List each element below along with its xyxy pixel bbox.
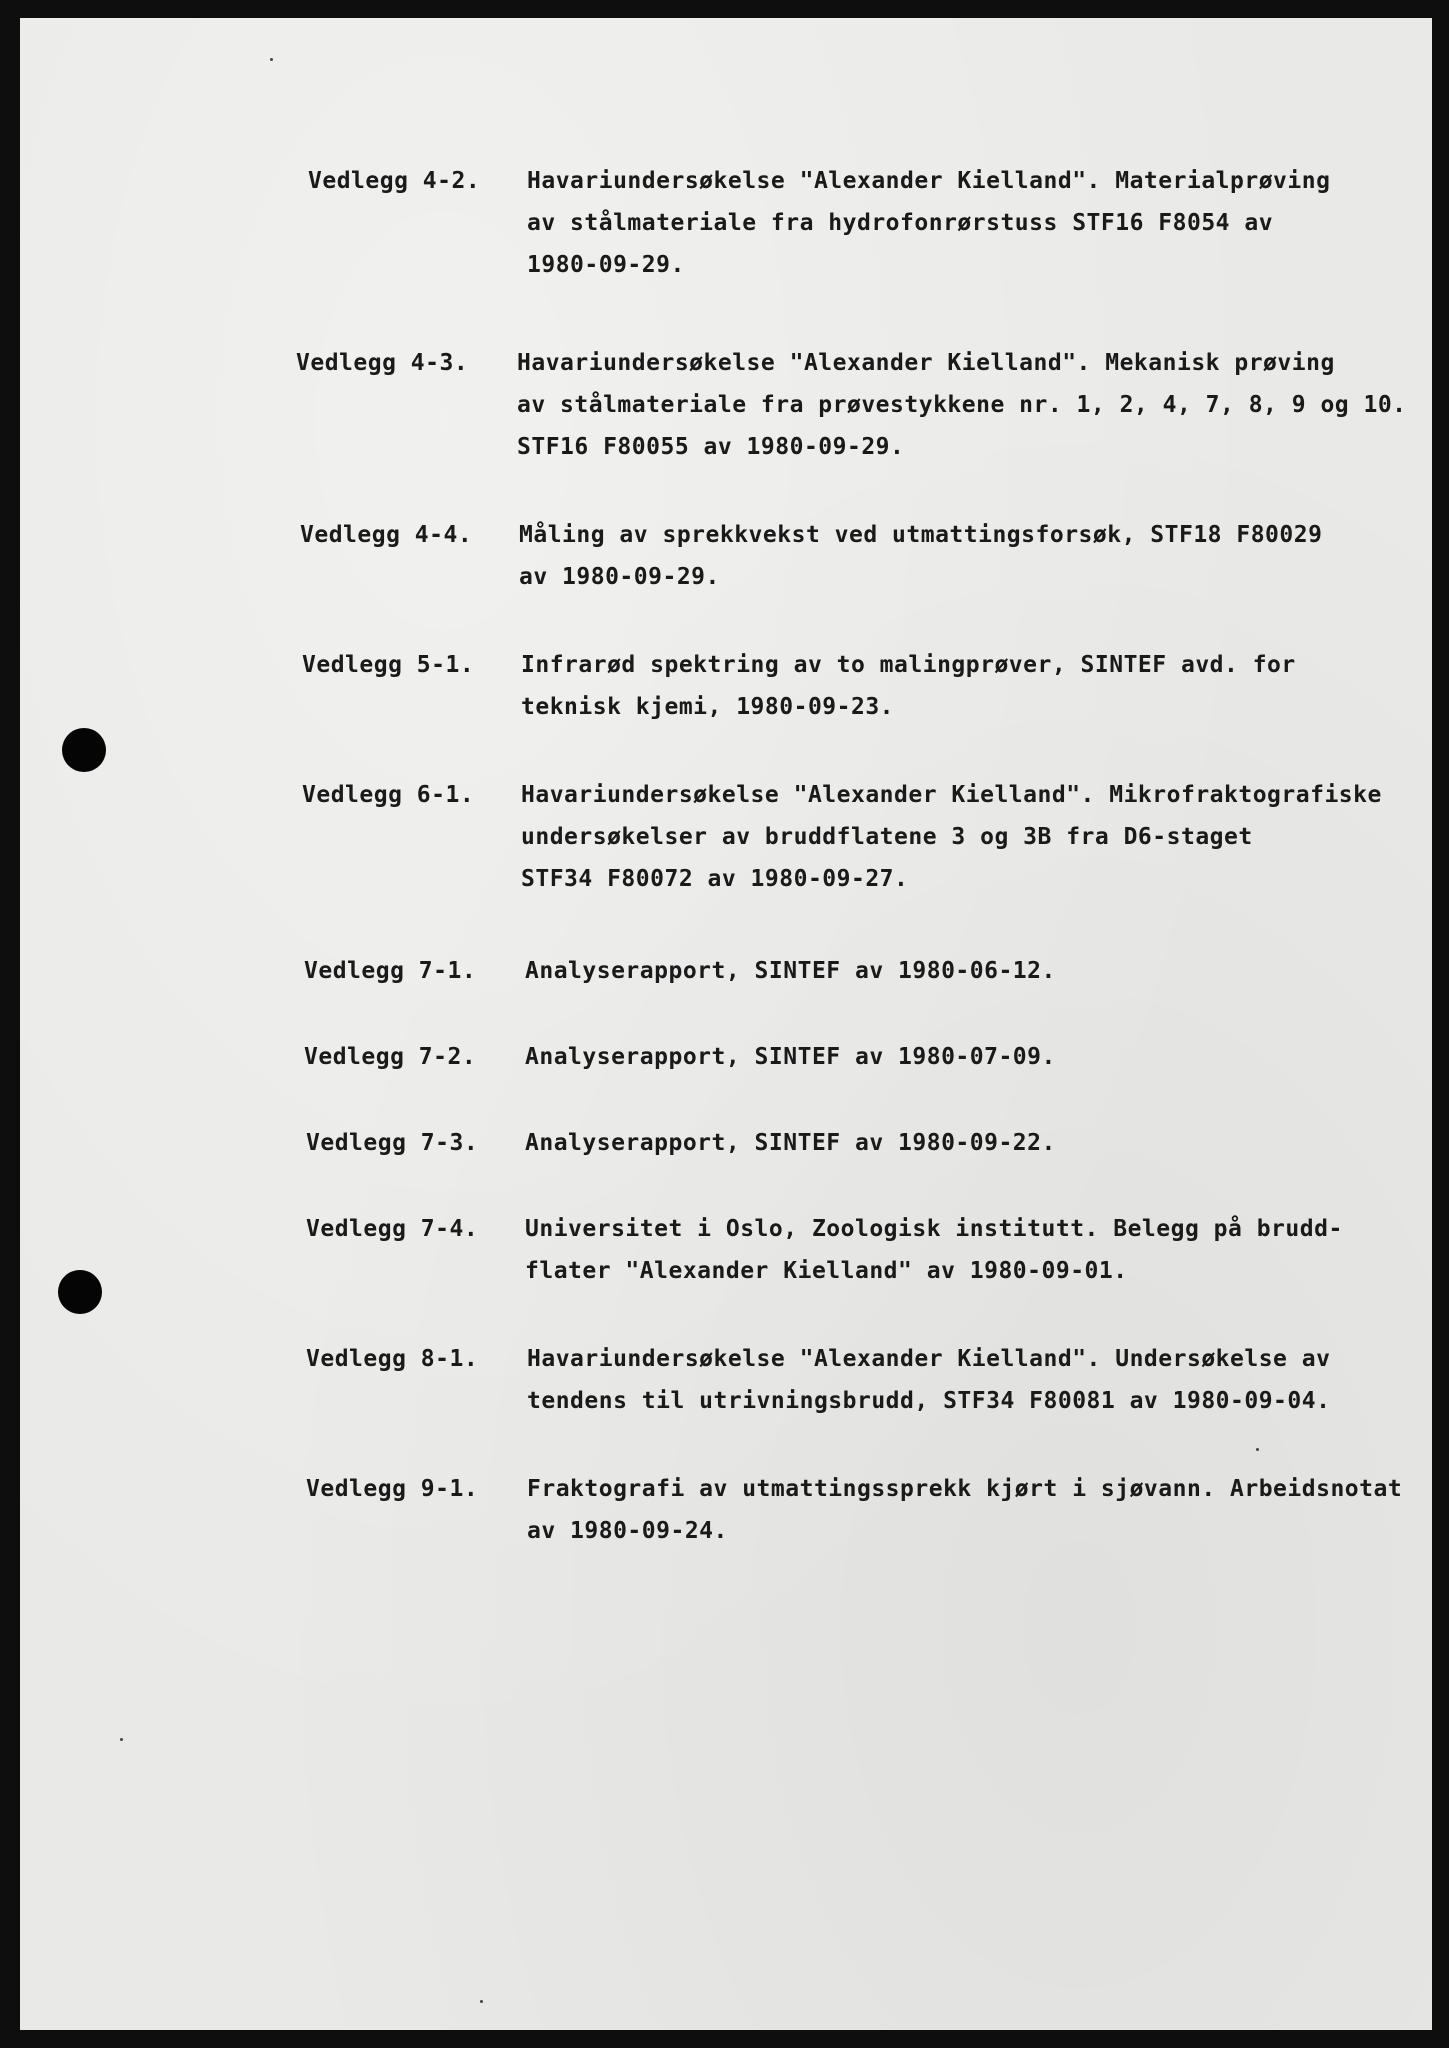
appendix-description-line: Havariundersøkelse "Alexander Kielland". Materialprøving: [527, 168, 1331, 194]
appendix-label: Vedlegg 7-3.: [306, 1130, 479, 1156]
appendix-description-line: STF16 F80055 av 1980-09-29.: [517, 434, 905, 460]
appendix-description-line: av stålmateriale fra hydrofonrørstuss STF16 F8054 av: [527, 210, 1274, 236]
scan-speck: [270, 58, 273, 61]
appendix-description-line: Havariundersøkelse "Alexander Kielland". Mikrofraktografiske: [521, 782, 1382, 808]
appendix-description-line: Analyserapport, SINTEF av 1980-07-09.: [525, 1044, 1056, 1070]
appendix-description-line: 1980-09-29.: [527, 252, 685, 278]
appendix-description-line: av 1980-09-29.: [519, 564, 720, 590]
appendix-description-line: teknisk kjemi, 1980-09-23.: [521, 694, 895, 720]
appendix-description-line: flater "Alexander Kielland" av 1980-09-01.: [525, 1258, 1128, 1284]
appendix-description-line: tendens til utrivningsbrudd, STF34 F80081 av 1980-09-04.: [527, 1388, 1331, 1414]
appendix-label: Vedlegg 5-1.: [302, 652, 475, 678]
appendix-label: Vedlegg 4-4.: [300, 522, 473, 548]
appendix-label: Vedlegg 9-1.: [306, 1476, 479, 1502]
punch-hole-lower: [58, 1270, 102, 1314]
appendix-label: Vedlegg 4-3.: [296, 350, 469, 376]
appendix-label: Vedlegg 8-1.: [306, 1346, 479, 1372]
appendix-label: Vedlegg 7-1.: [304, 958, 477, 984]
appendix-description-line: av stålmateriale fra prøvestykkene nr. 1, 2, 4, 7, 8, 9 og 10.: [517, 392, 1407, 418]
appendix-description-line: STF34 F80072 av 1980-09-27.: [521, 866, 909, 892]
appendix-description-line: av 1980-09-24.: [527, 1518, 728, 1544]
scan-speck: [1256, 1448, 1259, 1451]
appendix-label: Vedlegg 4-2.: [308, 168, 481, 194]
appendix-description-line: Havariundersøkelse "Alexander Kielland". Undersøkelse av: [527, 1346, 1331, 1372]
scan-speck: [480, 2000, 483, 2003]
appendix-description-line: Universitet i Oslo, Zoologisk institutt. Belegg på brudd-: [525, 1216, 1343, 1242]
document-page: [20, 18, 1432, 2030]
appendix-description-line: Måling av sprekkvekst ved utmattingsforsøk, STF18 F80029: [519, 522, 1323, 548]
punch-hole-upper: [62, 728, 106, 772]
appendix-label: Vedlegg 7-2.: [304, 1044, 477, 1070]
appendix-description-line: undersøkelser av bruddflatene 3 og 3B fra D6-staget: [521, 824, 1253, 850]
appendix-description-line: Havariundersøkelse "Alexander Kielland". Mekanisk prøving: [517, 350, 1335, 376]
appendix-label: Vedlegg 6-1.: [302, 782, 475, 808]
appendix-description-line: Infrarød spektring av to malingprøver, SINTEF avd. for: [521, 652, 1296, 678]
appendix-description-line: Analyserapport, SINTEF av 1980-09-22.: [525, 1130, 1056, 1156]
scan-speck: [120, 1738, 123, 1741]
appendix-label: Vedlegg 7-4.: [306, 1216, 479, 1242]
appendix-description-line: Analyserapport, SINTEF av 1980-06-12.: [525, 958, 1056, 984]
appendix-description-line: Fraktografi av utmattingssprekk kjørt i sjøvann. Arbeidsnotat: [527, 1476, 1403, 1502]
